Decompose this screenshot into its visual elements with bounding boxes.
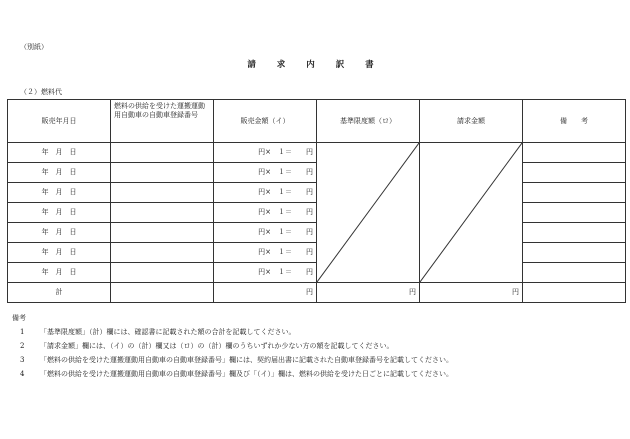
note-number: 2 [20, 342, 25, 350]
total-label: 計 [8, 283, 111, 303]
row-sale-amount: 円× １＝ 円 [214, 163, 317, 183]
row-vehicle-registration-cell[interactable] [111, 263, 214, 283]
total-claim-amount-unit: 円 [420, 283, 523, 303]
note-number: 4 [20, 370, 25, 378]
claim-amount-slashed-cell [420, 143, 523, 283]
note-item [20, 342, 394, 351]
note-item [20, 370, 453, 379]
row-remarks-cell[interactable] [523, 243, 626, 263]
document-title: 請 求 内 訳 書 [247, 60, 383, 70]
header-sale-amount: 販売金額（イ） [214, 100, 317, 143]
header-vehicle-registration: 燃料の供給を受けた運搬運動用自動車の自動車登録番号 [111, 100, 214, 143]
row-vehicle-registration-cell[interactable] [111, 163, 214, 183]
note-item [20, 356, 453, 365]
row-date: 年 月 日 [8, 163, 111, 183]
diagonal-slash [420, 143, 522, 282]
row-sale-amount: 円× １＝ 円 [214, 263, 317, 283]
row-vehicle-registration-cell[interactable] [111, 183, 214, 203]
base-limit-slashed-cell [317, 143, 420, 283]
total-sale-amount-unit: 円 [214, 283, 317, 303]
row-remarks-cell[interactable] [523, 143, 626, 163]
row-date: 年 月 日 [8, 223, 111, 243]
table-header-row [8, 100, 626, 143]
total-remarks-cell [523, 283, 626, 303]
row-date: 年 月 日 [8, 203, 111, 223]
header-base-limit: 基準限度額（ロ） [317, 100, 420, 143]
total-vehicle-registration-cell [111, 283, 214, 303]
notes-heading: 備考 [12, 314, 26, 322]
row-vehicle-registration-cell[interactable] [111, 203, 214, 223]
row-date: 年 月 日 [8, 183, 111, 203]
row-remarks-cell[interactable] [523, 203, 626, 223]
note-text: 「燃料の供給を受けた運搬運動用自動車の自動車登録番号」欄には、契約届出書に記載された自動車登録番号を記載してください。 [40, 356, 453, 364]
header-sale-date: 販売年月日 [8, 100, 111, 143]
row-date: 年 月 日 [8, 243, 111, 263]
table-row [8, 143, 626, 163]
note-text: 「基準限度額」（計）欄には、確認書に記載された額の合計を記載してください。 [40, 328, 296, 336]
row-sale-amount: 円× １＝ 円 [214, 183, 317, 203]
row-remarks-cell[interactable] [523, 163, 626, 183]
note-number: 1 [20, 328, 25, 336]
row-sale-amount: 円× １＝ 円 [214, 243, 317, 263]
row-date: 年 月 日 [8, 263, 111, 283]
row-remarks-cell[interactable] [523, 183, 626, 203]
section-label: （２）燃料代 [20, 88, 62, 96]
note-number: 3 [20, 356, 25, 364]
row-vehicle-registration-cell[interactable] [111, 143, 214, 163]
header-claim-amount: 請求金額 [420, 100, 523, 143]
row-sale-amount: 円× １＝ 円 [214, 223, 317, 243]
row-sale-amount: 円× １＝ 円 [214, 143, 317, 163]
header-remarks: 備 考 [523, 100, 626, 143]
total-base-limit-unit: 円 [317, 283, 420, 303]
fuel-claim-table [7, 99, 626, 303]
note-text: 「燃料の供給を受けた運搬運動用自動車の自動車登録番号」欄及び「（イ）」欄は、燃料の供給を受けた日ごとに記載してください。 [40, 370, 453, 378]
row-vehicle-registration-cell[interactable] [111, 243, 214, 263]
row-remarks-cell[interactable] [523, 223, 626, 243]
note-item [20, 328, 296, 337]
row-vehicle-registration-cell[interactable] [111, 223, 214, 243]
diagonal-slash [317, 143, 419, 282]
attachment-label: （別紙） [20, 43, 48, 51]
row-remarks-cell[interactable] [523, 263, 626, 283]
note-text: 「請求金額」欄には、（イ）の（計）欄又は（ロ）の（計）欄のうちいずれか少ない方の額を記載してください。 [40, 342, 394, 350]
row-date: 年 月 日 [8, 143, 111, 163]
total-row [8, 283, 626, 303]
row-sale-amount: 円× １＝ 円 [214, 203, 317, 223]
